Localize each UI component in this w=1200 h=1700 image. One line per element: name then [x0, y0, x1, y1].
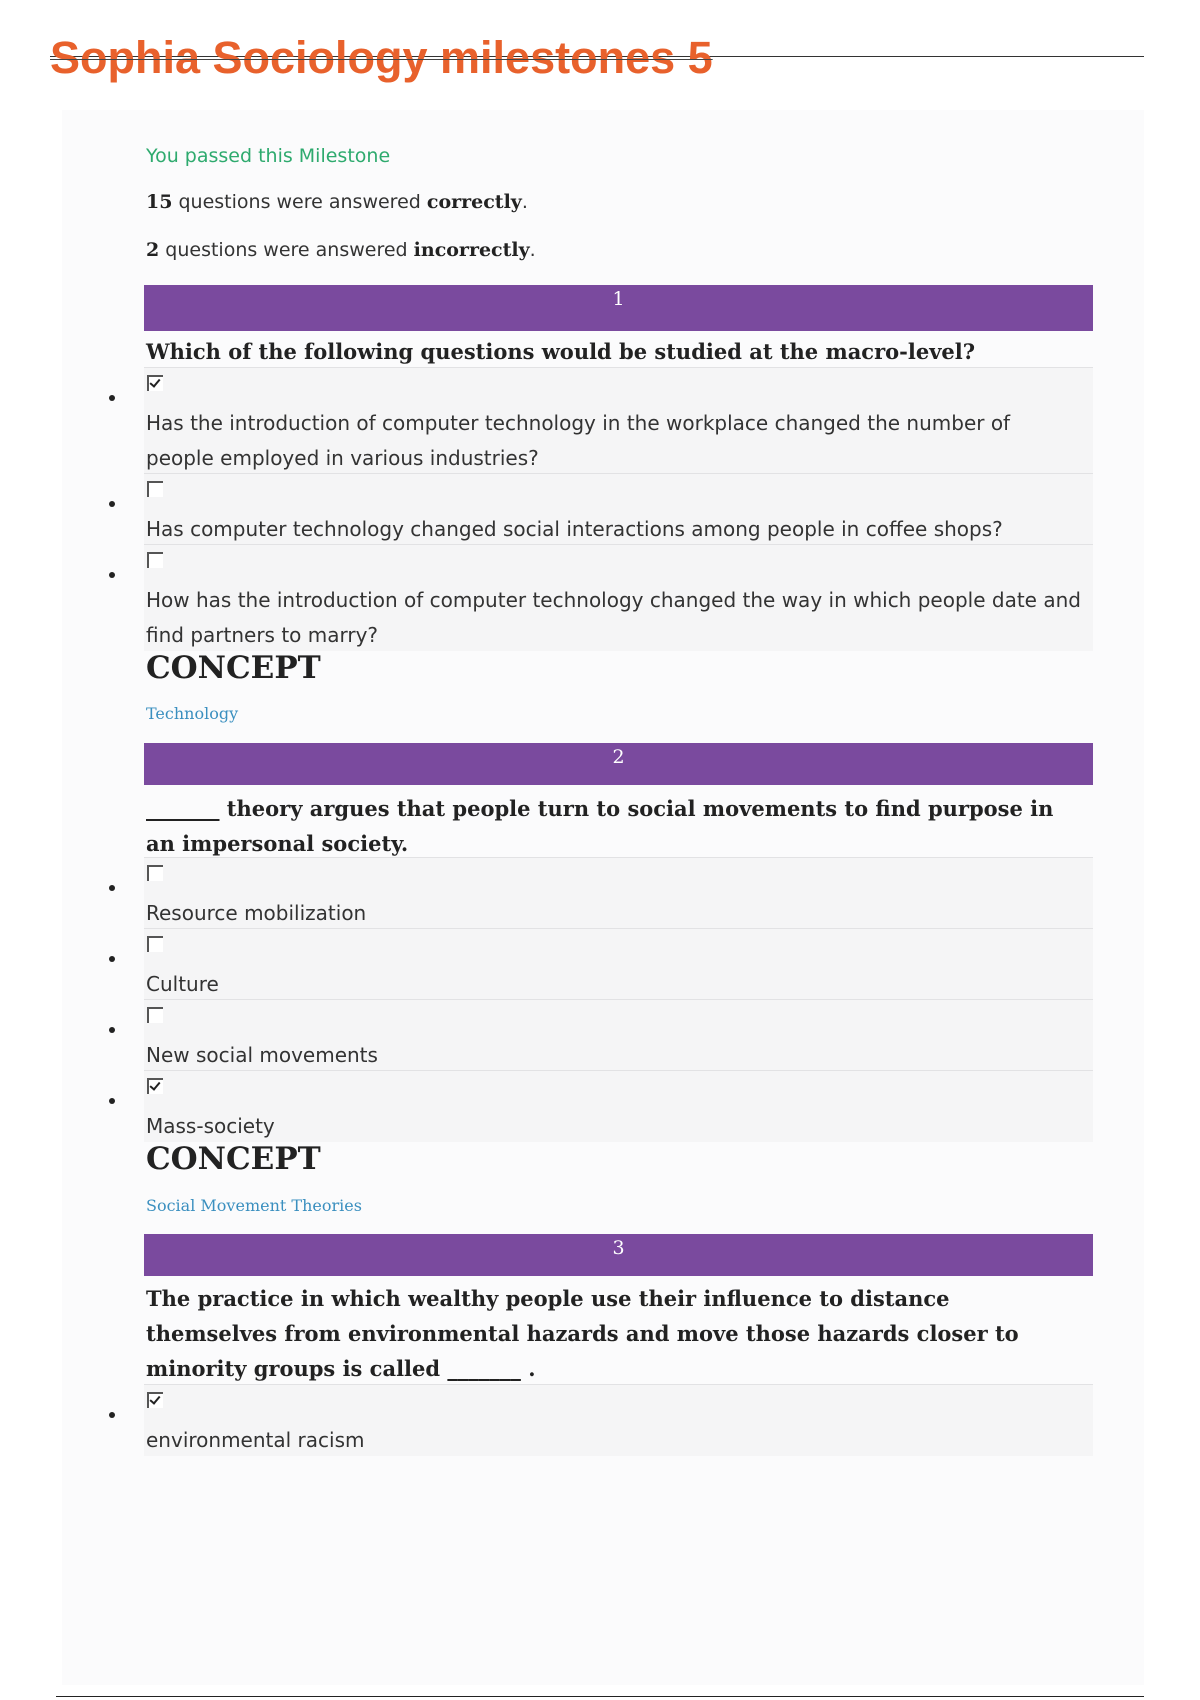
checkbox-icon[interactable] — [147, 1007, 163, 1023]
checkbox-checked-icon[interactable] — [147, 1392, 163, 1408]
incorrect-label: incorrectly — [413, 239, 530, 261]
checkbox-icon[interactable] — [147, 936, 163, 952]
answer-option[interactable] — [144, 473, 1093, 545]
question-text: _______ theory argues that people turn to social movements to find purpose in an impersonal society. — [146, 796, 1054, 856]
answer-text: Has computer technology changed social interactions among people in coffee shops? — [146, 517, 1003, 541]
answer-text: Resource mobilization — [146, 901, 367, 925]
checkbox-checked-icon[interactable] — [147, 375, 163, 391]
answer-text: Mass-society — [146, 1114, 275, 1138]
answer-text: How has the introduction of computer technology changed the way in which people date and find partners to marry? — [146, 588, 1081, 647]
correct-label: correctly — [426, 191, 522, 213]
incorrect-count: 2 — [146, 239, 160, 261]
answer-text: environmental racism — [146, 1428, 365, 1452]
answer-text: Culture — [146, 972, 219, 996]
correct-count: 15 — [146, 191, 173, 213]
bullet — [109, 1412, 115, 1418]
bullet — [109, 395, 115, 401]
bullet — [109, 572, 115, 578]
bottom-rule — [56, 1696, 1144, 1697]
question-number-bar: 2 — [144, 743, 1093, 785]
bullet — [109, 1027, 115, 1033]
answer-option[interactable] — [144, 857, 1093, 929]
checkbox-checked-icon[interactable] — [147, 1078, 163, 1094]
pass-status: You passed this Milestone — [146, 145, 391, 167]
answer-option[interactable] — [144, 367, 1093, 474]
question-text: Which of the following questions would be studied at the macro-level? — [146, 339, 976, 364]
answer-option[interactable] — [144, 928, 1093, 1000]
bullet — [109, 956, 115, 962]
answer-option[interactable] — [144, 999, 1093, 1071]
concept-link[interactable]: Technology — [146, 704, 239, 723]
question-number-bar: 1 — [144, 285, 1093, 331]
answer-text: Has the introduction of computer technology in the workplace changed the number of people employed in various industries? — [146, 411, 1011, 470]
document-title: Sophia Sociology milestones 5 — [50, 32, 713, 83]
answer-option[interactable] — [144, 1070, 1093, 1142]
answer-option[interactable] — [144, 1384, 1093, 1456]
question-number-bar: 3 — [144, 1234, 1093, 1276]
checkbox-icon[interactable] — [147, 481, 163, 497]
correct-summary: 15 questions were answered correctly. — [146, 191, 528, 213]
bullet — [109, 885, 115, 891]
checkbox-icon[interactable] — [147, 865, 163, 881]
answer-option[interactable] — [144, 544, 1093, 651]
bullet — [109, 501, 115, 507]
checkbox-icon[interactable] — [147, 552, 163, 568]
concept-heading: CONCEPT — [146, 1141, 321, 1177]
incorrect-summary: 2 questions were answered incorrectly. — [146, 239, 536, 261]
concept-link[interactable]: Social Movement Theories — [146, 1196, 362, 1215]
answer-text: New social movements — [146, 1043, 378, 1067]
concept-heading: CONCEPT — [146, 650, 321, 686]
question-text: The practice in which wealthy people use their influence to distance themselves from environmental hazards and move those hazards closer to minority groups is called _______ . — [146, 1286, 1019, 1381]
bullet — [109, 1098, 115, 1104]
